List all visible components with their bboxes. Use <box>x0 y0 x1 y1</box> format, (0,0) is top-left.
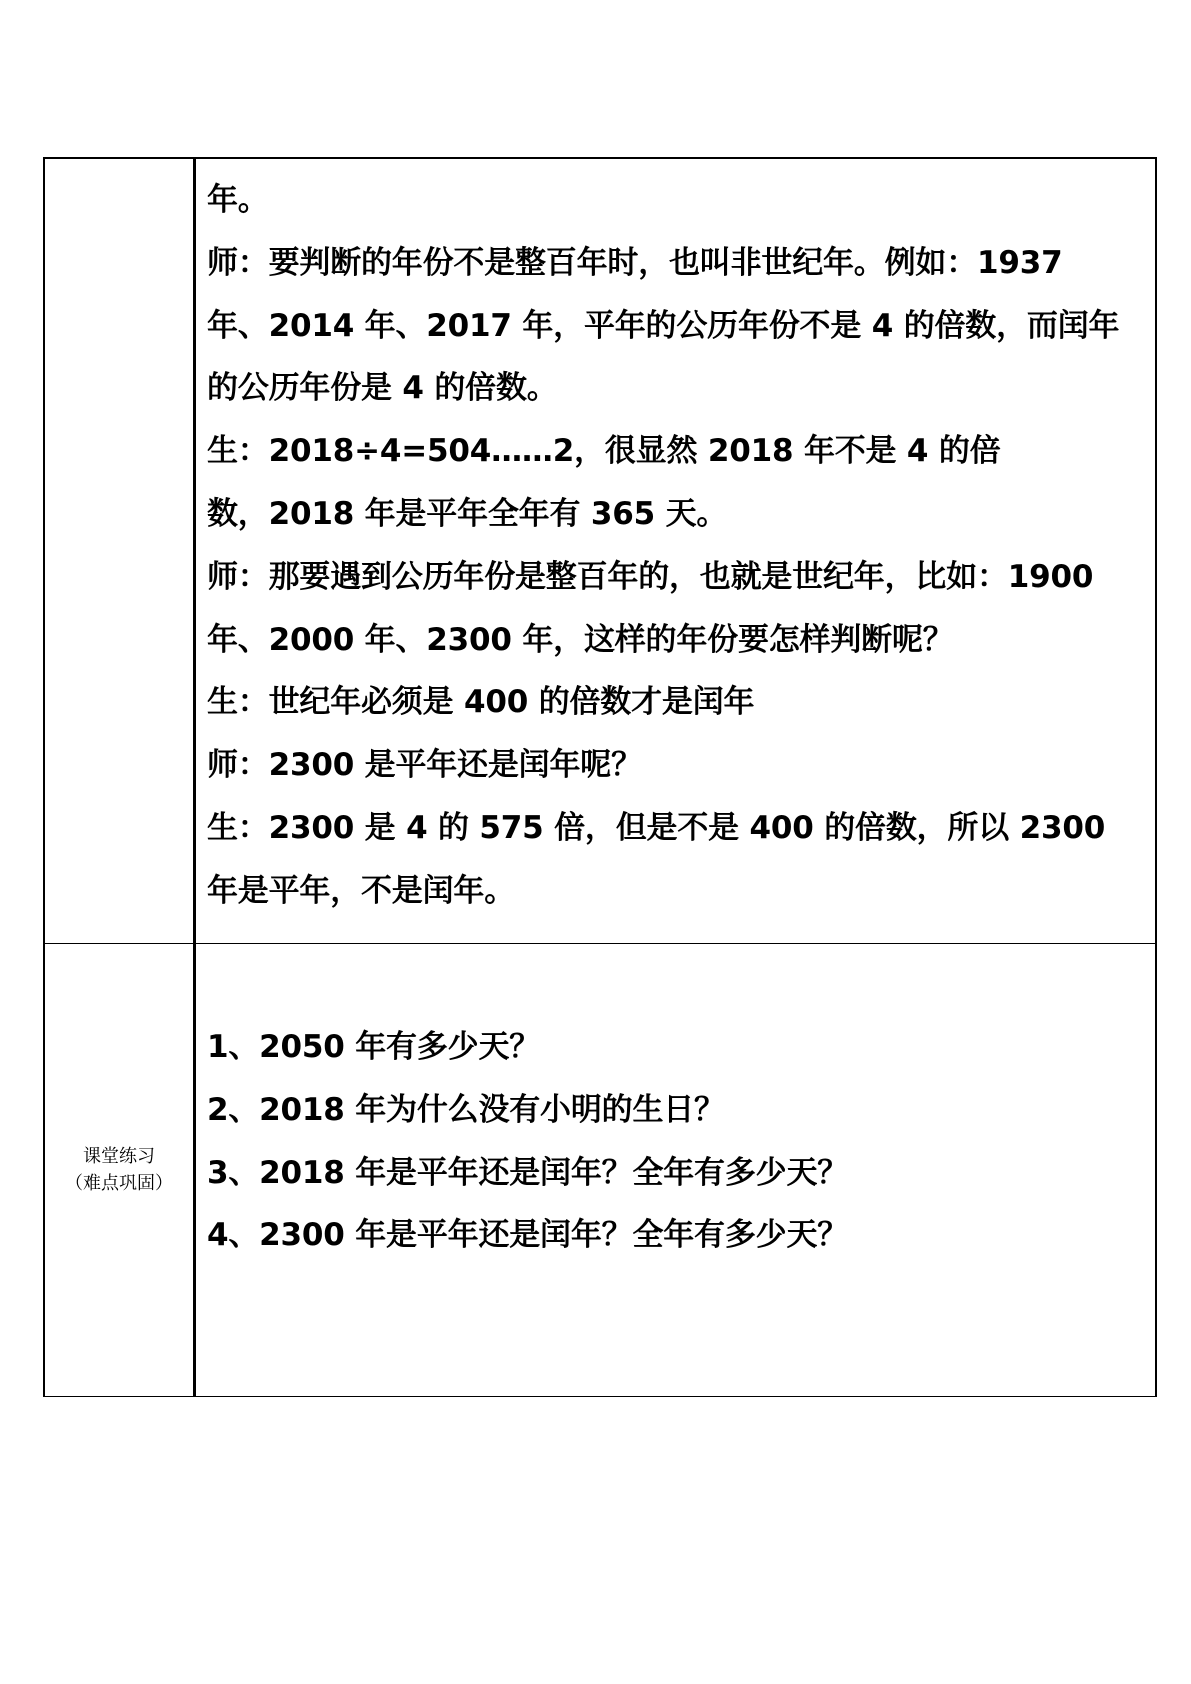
dialogue-line: 年、2014 年、2017 年，平年的公历年份不是 4 的倍数，而闰年 <box>207 307 1120 344</box>
section-label-subtitle: （难点巩固） <box>65 1173 173 1194</box>
practice-questions <box>207 944 1149 1267</box>
dialogue-line: 的公历年份是 4 的倍数。 <box>207 370 558 407</box>
section-label-title: 课堂练习 <box>83 1146 155 1167</box>
dialogue-line: 年是平年，不是闰年。 <box>207 872 515 909</box>
dialogue-line: 生：世纪年必须是 400 的倍数才是闰年 <box>207 684 755 721</box>
dialogue-row <box>44 158 1156 944</box>
practice-question: 1、2050 年有多少天？ <box>207 1029 541 1065</box>
dialogue-line: 年。 <box>207 182 269 218</box>
dialogue-line: 数，2018 年是平年全年有 365 天。 <box>207 495 728 532</box>
dialogue-text <box>207 159 1149 923</box>
practice-question: 3、2018 年是平年还是闰年？全年有多少天？ <box>207 1154 849 1191</box>
dialogue-line: 生：2018÷4=504……2，很显然 2018 年不是 4 的倍 <box>207 433 1001 470</box>
practice-question: 2、2018 年为什么没有小明的生日？ <box>207 1091 725 1128</box>
dialogue-line: 师：2300 是平年还是闰年呢？ <box>207 747 642 784</box>
practice-content-cell <box>195 944 1157 1397</box>
practice-label-cell <box>44 944 195 1397</box>
section-label <box>45 1143 193 1197</box>
practice-row <box>44 944 1156 1397</box>
practice-question: 4、2300 年是平年还是闰年？全年有多少天？ <box>207 1217 849 1254</box>
lesson-plan-table <box>43 157 1157 1397</box>
dialogue-line: 师：要判断的年份不是整百年时，也叫非世纪年。例如：1937 <box>207 244 1063 281</box>
dialogue-line: 年、2000 年、2300 年，这样的年份要怎样判断呢？ <box>207 621 954 658</box>
dialogue-line: 生：2300 是 4 的 575 倍，但是不是 400 的倍数，所以 2300 <box>207 809 1106 846</box>
dialogue-line: 师：那要遇到公历年份是整百年的，也就是世纪年，比如：1900 <box>207 558 1094 595</box>
dialogue-label-cell <box>44 158 195 944</box>
dialogue-content-cell <box>195 158 1157 944</box>
